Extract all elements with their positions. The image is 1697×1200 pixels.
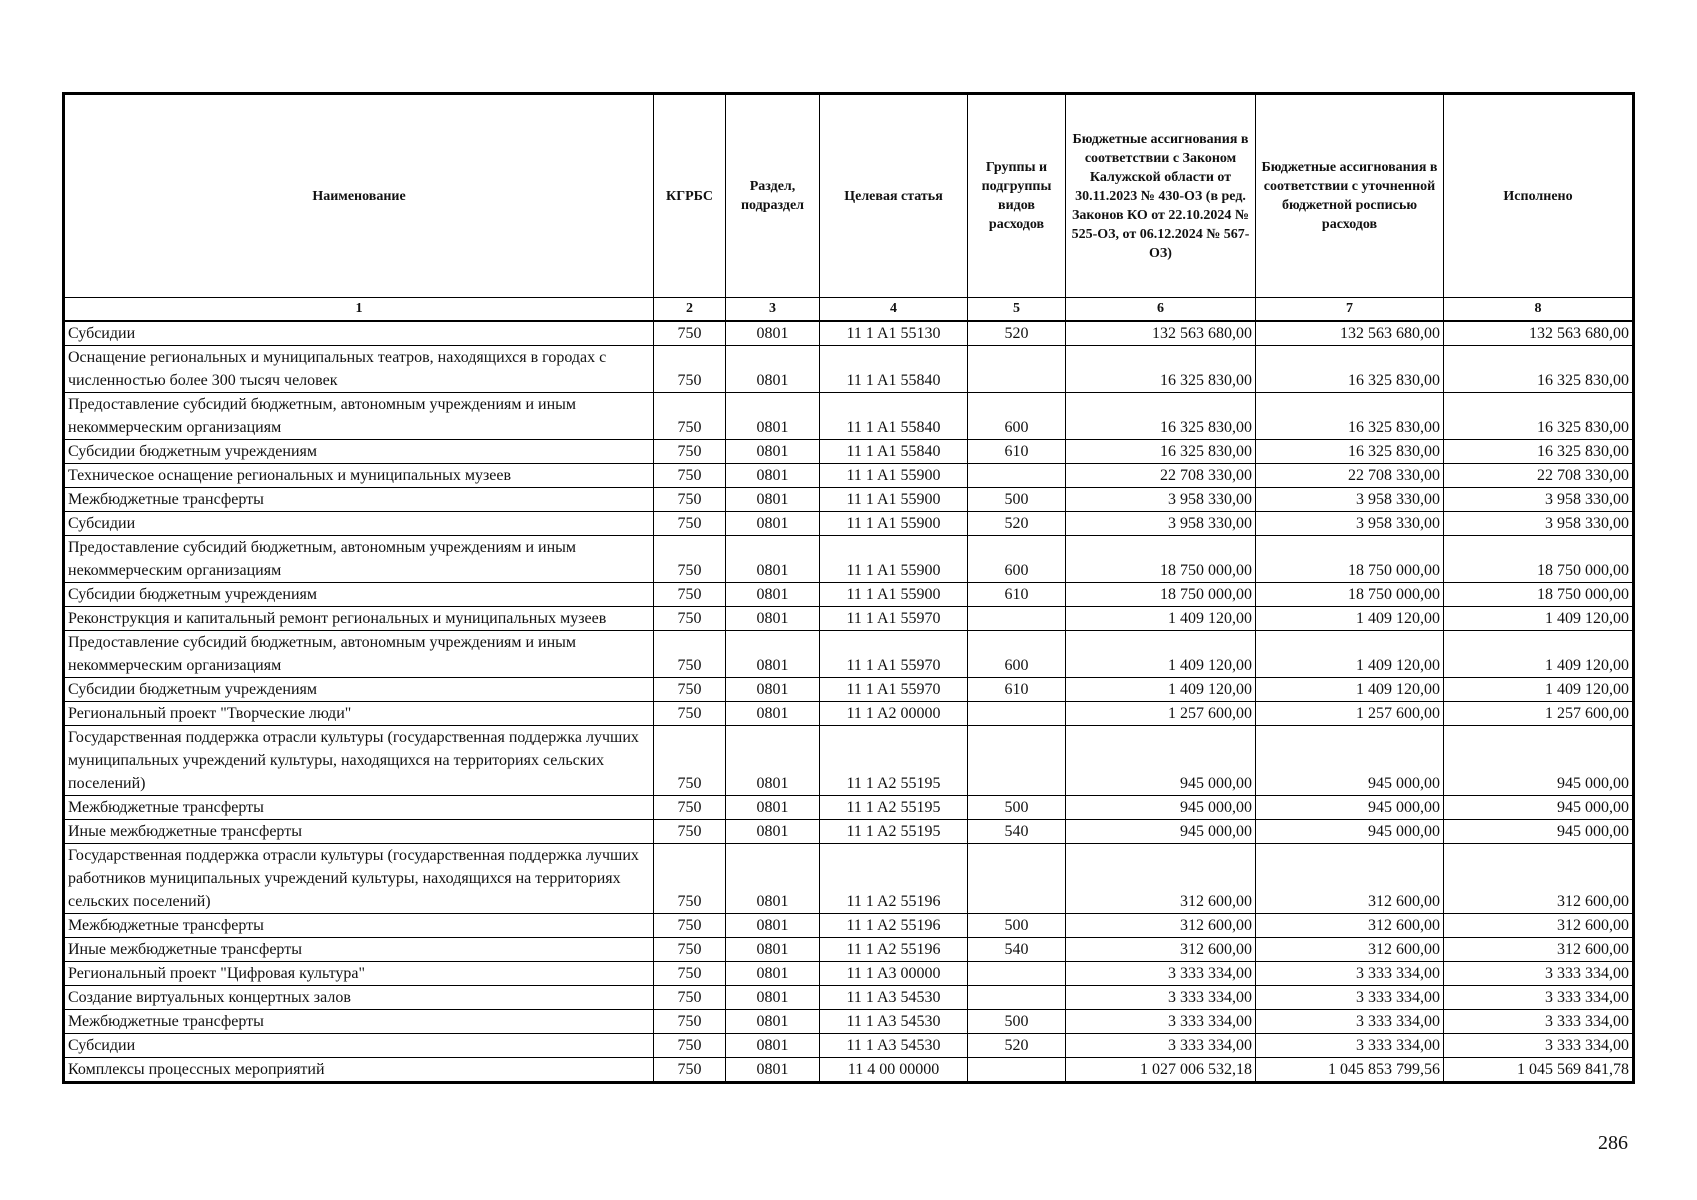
table-row <box>64 440 1634 464</box>
cell-law-allocations: 132 563 680,00 <box>1066 321 1256 346</box>
cell-kgrbs: 750 <box>654 393 726 440</box>
cell-ispolneno: 1 409 120,00 <box>1444 678 1634 702</box>
cell-razdel: 0801 <box>726 346 820 393</box>
cell-kgrbs: 750 <box>654 1034 726 1058</box>
cell-kgrbs: 750 <box>654 844 726 914</box>
cell-vid-rashodov <box>968 962 1066 986</box>
cell-vid-rashodov: 500 <box>968 1010 1066 1034</box>
cell-ispolneno: 1 257 600,00 <box>1444 702 1634 726</box>
header-ispolneno: Исполнено <box>1444 94 1634 298</box>
cell-name: Предоставление субсидий бюджетным, автономным учреждениям и иным некоммерческим организациям <box>64 393 654 440</box>
cell-kgrbs: 750 <box>654 678 726 702</box>
cell-law-allocations: 1 409 120,00 <box>1066 678 1256 702</box>
table-row <box>64 962 1634 986</box>
cell-razdel: 0801 <box>726 1058 820 1083</box>
page-number: 286 <box>1598 1132 1628 1154</box>
cell-ispolneno: 945 000,00 <box>1444 726 1634 796</box>
cell-ispolneno: 3 958 330,00 <box>1444 488 1634 512</box>
cell-law-allocations: 16 325 830,00 <box>1066 346 1256 393</box>
cell-vid-rashodov: 500 <box>968 488 1066 512</box>
table-row <box>64 512 1634 536</box>
cell-vid-rashodov: 610 <box>968 678 1066 702</box>
cell-rospis-allocations: 1 045 853 799,56 <box>1256 1058 1444 1083</box>
cell-kgrbs: 750 <box>654 464 726 488</box>
column-number: 5 <box>968 298 1066 322</box>
cell-tselevaya-statya: 11 1 A3 54530 <box>820 986 968 1010</box>
cell-law-allocations: 945 000,00 <box>1066 726 1256 796</box>
cell-rospis-allocations: 22 708 330,00 <box>1256 464 1444 488</box>
cell-law-allocations: 945 000,00 <box>1066 820 1256 844</box>
column-number-row <box>64 298 1634 322</box>
cell-name: Оснащение региональных и муниципальных театров, находящихся в городах с численностью более 300 тысяч человек <box>64 346 654 393</box>
cell-law-allocations: 1 409 120,00 <box>1066 607 1256 631</box>
cell-tselevaya-statya: 11 1 A1 55900 <box>820 583 968 607</box>
table-row <box>64 607 1634 631</box>
cell-kgrbs: 750 <box>654 938 726 962</box>
cell-name: Субсидии <box>64 321 654 346</box>
cell-rospis-allocations: 16 325 830,00 <box>1256 346 1444 393</box>
cell-razdel: 0801 <box>726 1034 820 1058</box>
cell-law-allocations: 945 000,00 <box>1066 796 1256 820</box>
cell-vid-rashodov: 600 <box>968 393 1066 440</box>
cell-tselevaya-statya: 11 1 A1 55970 <box>820 631 968 678</box>
cell-rospis-allocations: 16 325 830,00 <box>1256 393 1444 440</box>
cell-razdel: 0801 <box>726 631 820 678</box>
cell-kgrbs: 750 <box>654 607 726 631</box>
header-name: Наименование <box>64 94 654 298</box>
cell-vid-rashodov <box>968 726 1066 796</box>
cell-name: Предоставление субсидий бюджетным, автономным учреждениям и иным некоммерческим организациям <box>64 536 654 583</box>
cell-ispolneno: 3 333 334,00 <box>1444 1034 1634 1058</box>
cell-vid-rashodov <box>968 1058 1066 1083</box>
cell-rospis-allocations: 3 333 334,00 <box>1256 986 1444 1010</box>
cell-razdel: 0801 <box>726 702 820 726</box>
cell-razdel: 0801 <box>726 820 820 844</box>
table-row <box>64 796 1634 820</box>
column-number: 1 <box>64 298 654 322</box>
cell-kgrbs: 750 <box>654 631 726 678</box>
cell-tselevaya-statya: 11 1 A1 55970 <box>820 678 968 702</box>
cell-ispolneno: 1 409 120,00 <box>1444 631 1634 678</box>
table-row <box>64 536 1634 583</box>
table-row <box>64 1010 1634 1034</box>
cell-name: Государственная поддержка отрасли культуры (государственная поддержка лучших муниципальных учреждений культуры, находящихся на территориях сельских поселений) <box>64 726 654 796</box>
cell-kgrbs: 750 <box>654 820 726 844</box>
column-number: 4 <box>820 298 968 322</box>
cell-ispolneno: 16 325 830,00 <box>1444 440 1634 464</box>
cell-name: Региональный проект "Цифровая культура" <box>64 962 654 986</box>
table-row <box>64 726 1634 796</box>
cell-tselevaya-statya: 11 1 A1 55130 <box>820 321 968 346</box>
cell-kgrbs: 750 <box>654 488 726 512</box>
cell-razdel: 0801 <box>726 844 820 914</box>
cell-name: Предоставление субсидий бюджетным, автономным учреждениям и иным некоммерческим организациям <box>64 631 654 678</box>
cell-tselevaya-statya: 11 1 A1 55900 <box>820 464 968 488</box>
cell-ispolneno: 16 325 830,00 <box>1444 393 1634 440</box>
cell-law-allocations: 312 600,00 <box>1066 844 1256 914</box>
cell-name: Субсидии бюджетным учреждениям <box>64 583 654 607</box>
cell-vid-rashodov: 540 <box>968 938 1066 962</box>
cell-tselevaya-statya: 11 1 A1 55840 <box>820 346 968 393</box>
cell-law-allocations: 312 600,00 <box>1066 914 1256 938</box>
cell-kgrbs: 750 <box>654 1058 726 1083</box>
cell-ispolneno: 16 325 830,00 <box>1444 346 1634 393</box>
cell-rospis-allocations: 3 333 334,00 <box>1256 1010 1444 1034</box>
cell-rospis-allocations: 16 325 830,00 <box>1256 440 1444 464</box>
cell-rospis-allocations: 312 600,00 <box>1256 914 1444 938</box>
cell-law-allocations: 1 257 600,00 <box>1066 702 1256 726</box>
cell-law-allocations: 18 750 000,00 <box>1066 536 1256 583</box>
cell-tselevaya-statya: 11 1 A2 55196 <box>820 844 968 914</box>
table-row <box>64 1034 1634 1058</box>
cell-vid-rashodov: 610 <box>968 583 1066 607</box>
cell-name: Субсидии бюджетным учреждениям <box>64 678 654 702</box>
column-number: 2 <box>654 298 726 322</box>
cell-razdel: 0801 <box>726 914 820 938</box>
cell-tselevaya-statya: 11 1 A3 00000 <box>820 962 968 986</box>
cell-name: Иные межбюджетные трансферты <box>64 820 654 844</box>
cell-name: Межбюджетные трансферты <box>64 796 654 820</box>
cell-vid-rashodov <box>968 607 1066 631</box>
column-number: 8 <box>1444 298 1634 322</box>
cell-tselevaya-statya: 11 1 A1 55970 <box>820 607 968 631</box>
cell-law-allocations: 3 333 334,00 <box>1066 1010 1256 1034</box>
header-rospis-allocations: Бюджетные ассигнования в соответствии с уточненной бюджетной росписью расходов <box>1256 94 1444 298</box>
header-row <box>64 94 1634 298</box>
table-row <box>64 321 1634 346</box>
column-number: 6 <box>1066 298 1256 322</box>
cell-tselevaya-statya: 11 4 00 00000 <box>820 1058 968 1083</box>
cell-razdel: 0801 <box>726 321 820 346</box>
cell-kgrbs: 750 <box>654 986 726 1010</box>
cell-razdel: 0801 <box>726 962 820 986</box>
cell-law-allocations: 18 750 000,00 <box>1066 583 1256 607</box>
cell-razdel: 0801 <box>726 678 820 702</box>
cell-razdel: 0801 <box>726 796 820 820</box>
cell-rospis-allocations: 1 409 120,00 <box>1256 607 1444 631</box>
cell-vid-rashodov: 500 <box>968 914 1066 938</box>
cell-tselevaya-statya: 11 1 A1 55900 <box>820 512 968 536</box>
table-row <box>64 631 1634 678</box>
table-row <box>64 986 1634 1010</box>
cell-rospis-allocations: 1 409 120,00 <box>1256 678 1444 702</box>
cell-vid-rashodov <box>968 464 1066 488</box>
cell-law-allocations: 3 333 334,00 <box>1066 986 1256 1010</box>
cell-razdel: 0801 <box>726 393 820 440</box>
cell-name: Реконструкция и капитальный ремонт региональных и муниципальных музеев <box>64 607 654 631</box>
table-row <box>64 393 1634 440</box>
cell-razdel: 0801 <box>726 986 820 1010</box>
table-row <box>64 488 1634 512</box>
cell-ispolneno: 3 333 334,00 <box>1444 1010 1634 1034</box>
cell-tselevaya-statya: 11 1 A1 55840 <box>820 393 968 440</box>
cell-ispolneno: 22 708 330,00 <box>1444 464 1634 488</box>
cell-tselevaya-statya: 11 1 A1 55900 <box>820 536 968 583</box>
cell-ispolneno: 312 600,00 <box>1444 844 1634 914</box>
cell-razdel: 0801 <box>726 440 820 464</box>
cell-ispolneno: 132 563 680,00 <box>1444 321 1634 346</box>
cell-name: Государственная поддержка отрасли культуры (государственная поддержка лучших работников муниципальных учреждений культуры, находящихся на территориях сельских поселений) <box>64 844 654 914</box>
cell-rospis-allocations: 3 333 334,00 <box>1256 962 1444 986</box>
cell-law-allocations: 3 958 330,00 <box>1066 512 1256 536</box>
cell-tselevaya-statya: 11 1 A3 54530 <box>820 1034 968 1058</box>
cell-rospis-allocations: 3 958 330,00 <box>1256 512 1444 536</box>
cell-vid-rashodov <box>968 986 1066 1010</box>
header-vid-rashodov: Группы и подгруппы видов расходов <box>968 94 1066 298</box>
cell-ispolneno: 945 000,00 <box>1444 796 1634 820</box>
cell-kgrbs: 750 <box>654 440 726 464</box>
cell-vid-rashodov: 540 <box>968 820 1066 844</box>
cell-name: Субсидии бюджетным учреждениям <box>64 440 654 464</box>
cell-kgrbs: 750 <box>654 346 726 393</box>
cell-razdel: 0801 <box>726 488 820 512</box>
cell-tselevaya-statya: 11 1 A1 55900 <box>820 488 968 512</box>
cell-name: Техническое оснащение региональных и муниципальных музеев <box>64 464 654 488</box>
cell-law-allocations: 1 409 120,00 <box>1066 631 1256 678</box>
cell-tselevaya-statya: 11 1 A2 55196 <box>820 914 968 938</box>
cell-rospis-allocations: 18 750 000,00 <box>1256 536 1444 583</box>
cell-tselevaya-statya: 11 1 A2 55196 <box>820 938 968 962</box>
cell-law-allocations: 22 708 330,00 <box>1066 464 1256 488</box>
cell-ispolneno: 1 409 120,00 <box>1444 607 1634 631</box>
cell-name: Иные межбюджетные трансферты <box>64 938 654 962</box>
cell-vid-rashodov <box>968 702 1066 726</box>
cell-kgrbs: 750 <box>654 796 726 820</box>
header-razdel: Раздел, подраздел <box>726 94 820 298</box>
budget-table <box>62 92 1635 1084</box>
cell-vid-rashodov <box>968 346 1066 393</box>
cell-name: Субсидии <box>64 1034 654 1058</box>
cell-vid-rashodov: 600 <box>968 631 1066 678</box>
table-row <box>64 938 1634 962</box>
column-number: 7 <box>1256 298 1444 322</box>
cell-ispolneno: 18 750 000,00 <box>1444 583 1634 607</box>
cell-rospis-allocations: 1 409 120,00 <box>1256 631 1444 678</box>
cell-law-allocations: 1 027 006 532,18 <box>1066 1058 1256 1083</box>
cell-ispolneno: 3 333 334,00 <box>1444 962 1634 986</box>
cell-rospis-allocations: 1 257 600,00 <box>1256 702 1444 726</box>
cell-vid-rashodov <box>968 844 1066 914</box>
cell-tselevaya-statya: 11 1 A2 00000 <box>820 702 968 726</box>
cell-rospis-allocations: 945 000,00 <box>1256 796 1444 820</box>
cell-name: Создание виртуальных концертных залов <box>64 986 654 1010</box>
table-body <box>64 321 1634 1083</box>
cell-razdel: 0801 <box>726 938 820 962</box>
cell-kgrbs: 750 <box>654 726 726 796</box>
cell-razdel: 0801 <box>726 536 820 583</box>
cell-law-allocations: 16 325 830,00 <box>1066 440 1256 464</box>
cell-razdel: 0801 <box>726 726 820 796</box>
cell-razdel: 0801 <box>726 512 820 536</box>
cell-name: Межбюджетные трансферты <box>64 488 654 512</box>
cell-tselevaya-statya: 11 1 A1 55840 <box>820 440 968 464</box>
cell-rospis-allocations: 312 600,00 <box>1256 844 1444 914</box>
cell-rospis-allocations: 132 563 680,00 <box>1256 321 1444 346</box>
cell-rospis-allocations: 3 958 330,00 <box>1256 488 1444 512</box>
cell-rospis-allocations: 3 333 334,00 <box>1256 1034 1444 1058</box>
header-law-allocations: Бюджетные ассигнования в соответствии с Законом Калужской области от 30.11.2023 № 430-ОЗ (в ред. Законов КО от 22.10.2024 № 525-ОЗ, от 06.12.2024 № 567-ОЗ) <box>1066 94 1256 298</box>
cell-vid-rashodov: 520 <box>968 512 1066 536</box>
cell-tselevaya-statya: 11 1 A2 55195 <box>820 796 968 820</box>
cell-name: Комплексы процессных мероприятий <box>64 1058 654 1083</box>
cell-kgrbs: 750 <box>654 536 726 583</box>
cell-ispolneno: 3 958 330,00 <box>1444 512 1634 536</box>
table-row <box>64 583 1634 607</box>
cell-law-allocations: 3 333 334,00 <box>1066 1034 1256 1058</box>
cell-vid-rashodov: 600 <box>968 536 1066 583</box>
cell-name: Субсидии <box>64 512 654 536</box>
cell-name: Межбюджетные трансферты <box>64 914 654 938</box>
table-row <box>64 464 1634 488</box>
cell-kgrbs: 750 <box>654 702 726 726</box>
cell-law-allocations: 3 958 330,00 <box>1066 488 1256 512</box>
table-row <box>64 702 1634 726</box>
table-row <box>64 678 1634 702</box>
cell-kgrbs: 750 <box>654 583 726 607</box>
table-row <box>64 346 1634 393</box>
cell-kgrbs: 750 <box>654 962 726 986</box>
table-row <box>64 914 1634 938</box>
cell-law-allocations: 3 333 334,00 <box>1066 962 1256 986</box>
table-row <box>64 820 1634 844</box>
cell-ispolneno: 18 750 000,00 <box>1444 536 1634 583</box>
cell-ispolneno: 1 045 569 841,78 <box>1444 1058 1634 1083</box>
cell-ispolneno: 312 600,00 <box>1444 938 1634 962</box>
cell-kgrbs: 750 <box>654 321 726 346</box>
cell-razdel: 0801 <box>726 464 820 488</box>
table-row <box>64 1058 1634 1083</box>
cell-vid-rashodov: 500 <box>968 796 1066 820</box>
cell-ispolneno: 945 000,00 <box>1444 820 1634 844</box>
cell-vid-rashodov: 520 <box>968 321 1066 346</box>
cell-ispolneno: 3 333 334,00 <box>1444 986 1634 1010</box>
table-row <box>64 844 1634 914</box>
header-kgrbs: КГРБС <box>654 94 726 298</box>
cell-rospis-allocations: 945 000,00 <box>1256 820 1444 844</box>
cell-razdel: 0801 <box>726 1010 820 1034</box>
cell-tselevaya-statya: 11 1 A2 55195 <box>820 726 968 796</box>
cell-ispolneno: 312 600,00 <box>1444 914 1634 938</box>
cell-razdel: 0801 <box>726 607 820 631</box>
cell-vid-rashodov: 610 <box>968 440 1066 464</box>
cell-law-allocations: 312 600,00 <box>1066 938 1256 962</box>
cell-kgrbs: 750 <box>654 914 726 938</box>
cell-razdel: 0801 <box>726 583 820 607</box>
cell-rospis-allocations: 945 000,00 <box>1256 726 1444 796</box>
cell-tselevaya-statya: 11 1 A2 55195 <box>820 820 968 844</box>
cell-law-allocations: 16 325 830,00 <box>1066 393 1256 440</box>
cell-name: Межбюджетные трансферты <box>64 1010 654 1034</box>
cell-rospis-allocations: 312 600,00 <box>1256 938 1444 962</box>
cell-kgrbs: 750 <box>654 1010 726 1034</box>
cell-rospis-allocations: 18 750 000,00 <box>1256 583 1444 607</box>
cell-tselevaya-statya: 11 1 A3 54530 <box>820 1010 968 1034</box>
header-tselevaya-statya: Целевая статья <box>820 94 968 298</box>
cell-kgrbs: 750 <box>654 512 726 536</box>
cell-vid-rashodov: 520 <box>968 1034 1066 1058</box>
cell-name: Региональный проект "Творческие люди" <box>64 702 654 726</box>
column-number: 3 <box>726 298 820 322</box>
